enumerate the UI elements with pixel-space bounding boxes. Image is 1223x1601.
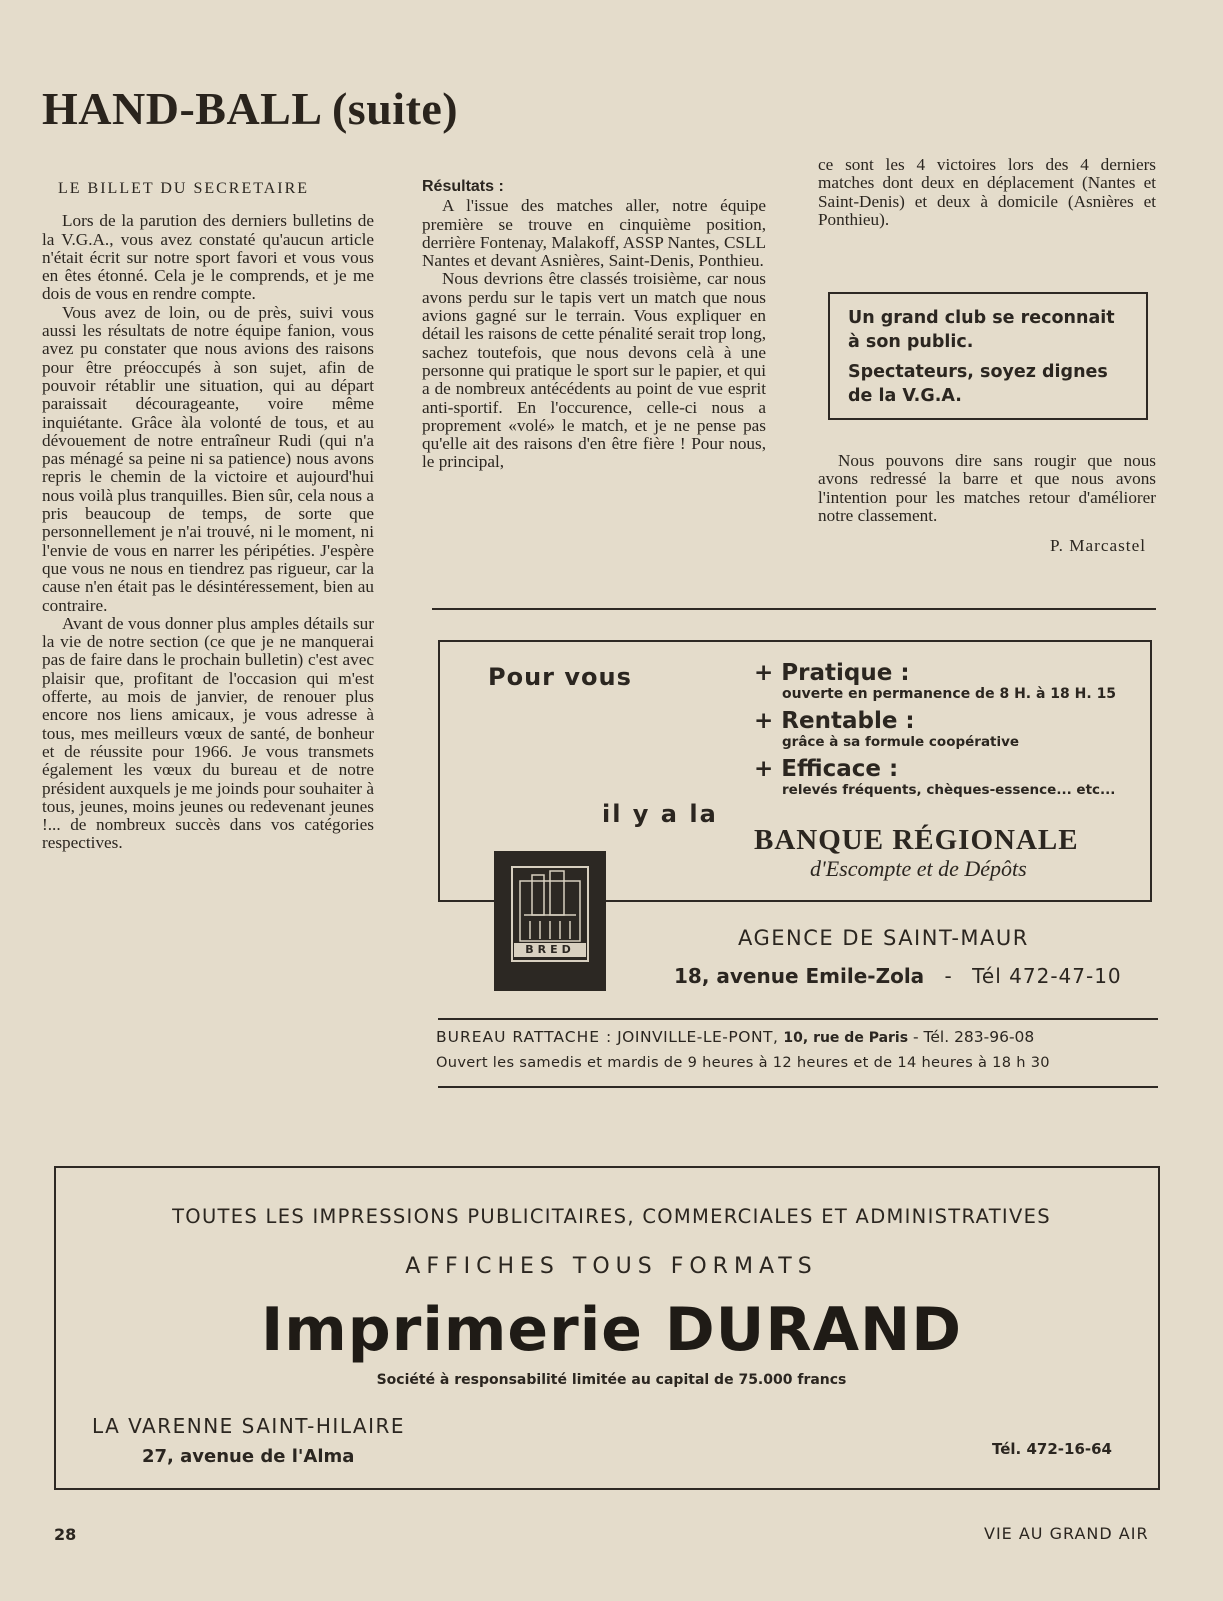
feature-title: + Rentable :	[754, 708, 915, 734]
printer-legal: Société à responsabilité limitée au capital de 75.000 francs	[376, 1372, 847, 1388]
feature-title: + Pratique :	[754, 660, 910, 686]
slogan-line: Spectateurs, soyez dignes de la V.G.A.	[848, 362, 1108, 406]
printer-tagline: TOUTES LES IMPRESSIONS PUBLICITAIRES, COMMERCIALES ET ADMINISTRATIVES	[172, 1205, 1051, 1228]
paragraph: Avant de vous donner plus amples détails sur la vie de notre section (ce que je ne manquerai pas de faire dans le prochain bulletin) c'est avec plaisir que, profitant de l'occasion qui m'est offerte, au mois de janvier, de renouer plus encore nos liens amicaux, je vous adresse à tous, mes meilleurs vœux de santé, de bonheur et de réussite pour 1966. Je vous transmets également les vœux du bureau et de notre président auxquels je me joinds pour souhaiter à tous, jeunes, moins jeunes ou redevenant jeunes !... de nombreux succès dans vos catégories respectives.	[42, 613, 374, 853]
bank-feature-list	[754, 660, 1154, 798]
pour-vous-text: Pour vous	[488, 663, 632, 691]
bureau-tel: - Tél. 283-96-08	[913, 1028, 1035, 1046]
divider	[438, 1018, 1158, 1020]
feature-desc: relevés fréquents, chèques-essence... etc...	[782, 782, 1116, 798]
paragraph: A l'issue des matches aller, notre équipe première se trouve en cinquième position, derrière Fontenay, Malakoff, ASSP Nantes, CSLL Nantes et devant Asnières, Saint-Denis, Ponthieu.	[422, 196, 766, 271]
printer-tel: Tél. 472-16-64	[992, 1440, 1112, 1458]
logo-text: BRED	[525, 943, 575, 956]
signature: P. Marcastel	[1049, 536, 1146, 556]
column-heading: LE BILLET DU SECRETAIRE	[58, 180, 310, 197]
club-slogan-box	[828, 292, 1148, 420]
feature-title: + Efficace :	[754, 756, 899, 782]
printer-city: LA VARENNE SAINT-HILAIRE	[92, 1414, 406, 1438]
bureau-address: 10, rue de Paris	[783, 1030, 909, 1046]
results-subheading: Résultats :	[422, 178, 504, 195]
agency-address-line	[674, 964, 1122, 988]
page-number: 28	[54, 1525, 77, 1544]
divider	[438, 1086, 1158, 1088]
paragraph: ce sont les 4 victoires lors des 4 derniers matches dont deux en déplacement (Nantes et Saint-Denis) et deux à domicile (Asnières et Ponthieu).	[818, 155, 1156, 229]
page-title: HAND-BALL (suite)	[42, 83, 459, 134]
bureau-line	[436, 1028, 1034, 1046]
column-conclusion	[818, 452, 1156, 555]
paragraph: Nous devrions être classés troisième, car nous avons perdu sur le tapis vert un match que nous avions gagné sur le terrain. Vous expliquer en détail les raisons de cette pénalité serait trop long, sachez toutefois, que nous devons celà à une personne qui pratique le sport sur le papier, et qui a de nombreux antécédents au point de vue esprit anti-sportif. En l'occurence, celle-ci nous a proprement «volé» le match, et je ne pense pas qu'elle ait des raisons d'en être fière ! Pour nous, le principal,	[422, 269, 766, 472]
paragraph: Lors de la parution des derniers bulletins de la V.G.A., vous avez constaté qu'aucun article n'était écrit sur notre sport favori et vous vous en êtes étonné. Cela je le comprends, et je me dois de vous en rendre compte.	[42, 211, 374, 304]
column-continuation	[818, 156, 1156, 229]
bred-logo	[494, 851, 606, 991]
slogan-line: Un grand club se reconnait à son public.	[848, 308, 1115, 352]
bureau-city: JOINVILLE-LE-PONT,	[617, 1028, 779, 1046]
opening-hours: Ouvert les samedis et mardis de 9 heures à 12 heures et de 14 heures à 18 h 30	[436, 1054, 1050, 1071]
bank-name: BANQUE RÉGIONALE	[754, 824, 1079, 856]
publication-name: VIE AU GRAND AIR	[984, 1524, 1149, 1543]
printer-address: 27, avenue de l'Alma	[142, 1446, 355, 1467]
column-results	[422, 178, 766, 472]
printer-brand: Imprimerie DURAND	[260, 1295, 963, 1365]
agency-tel: Tél 472-47-10	[972, 964, 1122, 988]
agency-address: 18, avenue Emile-Zola	[674, 964, 925, 988]
divider	[432, 608, 1156, 610]
column-secretary-note	[42, 180, 374, 853]
agency-name: AGENCE DE SAINT-MAUR	[738, 926, 1029, 950]
bank-subtitle: d'Escompte et de Dépôts	[810, 856, 1027, 881]
feature-desc: ouverte en permanence de 8 H. à 18 H. 15	[782, 686, 1117, 702]
printer-subtagline: AFFICHES TOUS FORMATS	[405, 1254, 818, 1279]
feature-desc: grâce à sa formule coopérative	[782, 734, 1020, 750]
paragraph: Vous avez de loin, ou de près, suivi vous aussi les résultats de notre équipe fanion, vous avez pu constater que nous avions des raisons pour être préoccupés à son sujet, afin de pouvoir rétablir une situation, qui au départ paraissait décourageante, voire même inquiétante. Grâce àla volonté de tous, et au dévouement de notre entraîneur Rudi (qui n'a pas ménagé sa peine ni sa patience) nous avons repris le chemin de la victoire et aujourd'hui nous voilà plus tranquilles. Bien sûr, cela nous a pris beaucoup de temps, de sorte que personnellement je n'ai trouvé, ni le moment, ni l'envie de vous en narrer les péripéties. J'espère que vous ne nous en tiendrez pas rigueur, car la cause n'en était pas le désintéressement, bien au contraire.	[42, 302, 374, 615]
paragraph: Nous pouvons dire sans rougir que nous avons redressé la barre et que nous avons l'intention pour les matches retour d'améliorer notre classement.	[818, 451, 1156, 525]
bureau-label: BUREAU RATTACHE :	[436, 1028, 613, 1046]
il-y-a-la-text: il y a la	[602, 800, 718, 828]
separator: -	[944, 964, 952, 988]
bank-building-icon	[494, 851, 606, 991]
